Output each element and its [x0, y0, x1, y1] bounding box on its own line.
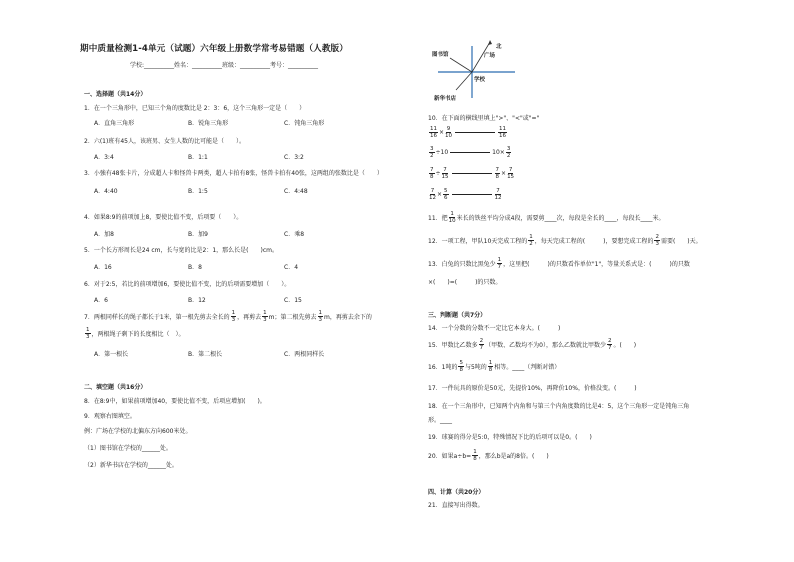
q7-option-b: B．第二根长 — [188, 351, 223, 358]
q20-den: 8 — [473, 456, 477, 462]
r3-c-den: 8 — [495, 174, 500, 180]
q3-option-a: A．4:40 — [94, 188, 118, 195]
question-19: 19．球赛的得分是5:0，特殊情况下比的后项可以是0。( ) — [428, 434, 592, 441]
r4-c-den: 12 — [494, 195, 502, 201]
q16-f1-den: 8 — [459, 367, 463, 373]
student-info-line: 学校:__________姓名：__________班级：__________考号：__________ — [130, 62, 319, 69]
q1-option-b: B．锐角三角形 — [188, 120, 229, 127]
q6-option-b: B．12 — [188, 297, 206, 304]
q11-text-b: 米长的铁丝平均分成4段，需要剪____次，每段是全长的____，每段长____米。 — [456, 215, 665, 222]
q7-frac1-den: 3 — [231, 317, 236, 323]
question-9: 9．观察右图填空。 — [84, 413, 136, 420]
q4-option-a: A．加8 — [94, 231, 114, 238]
r4-b-num: 5 — [444, 188, 448, 194]
r3-b-den: 15 — [441, 174, 449, 180]
r2-op2: 10× — [492, 149, 505, 156]
q20-num: 1 — [473, 449, 477, 455]
r3-b-num: 7 — [443, 167, 447, 173]
q12-text-b: ，每天完成工程的( )，要想完成工程的 — [534, 238, 654, 245]
q7-frac2-den: 3 — [263, 317, 267, 323]
q5-option-a: A．16 — [94, 264, 112, 271]
r4-blank[interactable] — [452, 194, 492, 195]
map-label-square: 广场 — [484, 53, 496, 59]
q16-fraction-1 — [458, 360, 464, 373]
q11-text-a: 11．把 — [428, 215, 448, 222]
page-title: 期中质量检测1-4单元（试题）六年级上册数学常考易错题（人教版） — [80, 44, 348, 54]
section-calc-title: 四、计算（共20分） — [428, 489, 485, 496]
r3-d — [507, 167, 514, 180]
q13-text-a: 13．白兔的只数比黑兔少 — [428, 261, 496, 268]
q6-option-c: C．15 — [284, 297, 302, 304]
r2-a — [429, 146, 435, 159]
question-16 — [428, 360, 560, 373]
q15-f2-den: 7 — [607, 345, 612, 351]
r1-a-num: 11 — [430, 126, 437, 132]
r3-a — [429, 167, 435, 180]
question-15 — [428, 338, 636, 351]
q12-fraction-1 — [528, 234, 534, 247]
q15-text-a: 15．甲数比乙数多 — [428, 342, 478, 349]
q15-f1-den: 7 — [479, 345, 484, 351]
r4-a-num: 7 — [430, 188, 435, 194]
question-7 — [84, 310, 372, 323]
q16-text-b: 与5吨的 — [464, 364, 487, 371]
r2-blank[interactable] — [450, 152, 490, 153]
question-14: 14．一个分数的分数不一定比它本身大。( ) — [428, 325, 561, 332]
q7-fraction-4 — [85, 327, 91, 340]
q7-text-a: 7．两根同样长的绳子都长于1米，第一根先剪去全长的 — [84, 314, 230, 321]
r4-b-den: 6 — [444, 195, 448, 201]
q16-text-a: 16．1吨的 — [428, 364, 458, 371]
r4-c-num: 7 — [496, 188, 500, 194]
q7-frac2-num: 1 — [263, 310, 267, 316]
q7-frac4-num: 1 — [86, 327, 90, 333]
q10-row-3 — [428, 167, 515, 180]
q15-text-c: 。( ) — [613, 342, 637, 349]
r2-op: ÷10 — [435, 149, 449, 156]
q12-f2-num: 2 — [655, 234, 659, 240]
r4-a — [429, 188, 436, 201]
q7-text-e: ，两根绳子剩下的长度相比（ ）。 — [91, 331, 185, 338]
q15-fraction-2 — [607, 338, 613, 351]
q13-fraction — [497, 257, 503, 270]
q6-option-a: A．6 — [94, 297, 108, 304]
q1-option-c: C．钝角三角形 — [284, 120, 325, 127]
r4-c — [495, 188, 502, 201]
q4-option-b: B．加9 — [188, 231, 208, 238]
r1-blank[interactable] — [455, 132, 495, 133]
r4-op: × — [437, 191, 443, 198]
q15-fraction-1 — [479, 338, 485, 351]
question-1: 1．在一个三角形中，已知三个角的度数比是 2：3：6，这个三角形一定是（ ） — [84, 105, 306, 112]
direction-map — [430, 38, 520, 104]
q7-option-a: A．第一根长 — [94, 351, 129, 358]
q20-text-a: 20．如果a÷b= — [428, 453, 472, 460]
question-8: 8．在8:9中，如果前项增加40，要使比值不变，后项应增加( )。 — [84, 398, 266, 405]
q12-fraction-2 — [654, 234, 660, 247]
r4-a-den: 12 — [429, 195, 436, 201]
q16-text-c: 相等。____（判断对错） — [494, 364, 561, 371]
q15-text-b: （甲数、乙数均不为0），那么乙数就比甲数少 — [485, 342, 606, 349]
r2-c-num: 3 — [506, 146, 511, 152]
q13-text-b: ，这里把( )的只数看作单位"1"，等量关系式是：( )的只数 — [503, 261, 690, 268]
map-label-north: 北 — [496, 44, 502, 50]
q13-den: 7 — [497, 264, 502, 270]
r1-b — [445, 126, 452, 139]
q2-option-b: B．1:1 — [188, 154, 208, 161]
q3-option-c: C．4:48 — [284, 188, 308, 195]
q12-text-c: 需要( )天。 — [660, 238, 702, 245]
q16-f2-num: 1 — [488, 360, 493, 366]
r3-op: ÷ — [435, 170, 441, 177]
section-choice-title: 一、选择题（共14分） — [84, 91, 147, 98]
q18-line2: 形。____ — [428, 417, 453, 424]
question-2: 2．六(1)班有45人，该班男、女生人数的比可能是（ ）。 — [84, 138, 245, 145]
q10-row-4 — [428, 188, 503, 201]
q7-text-d: m，再剪去余下的 — [324, 314, 372, 321]
q4-option-c: C．乘8 — [284, 231, 305, 238]
r1-c — [498, 126, 507, 139]
r2-c-den: 2 — [506, 153, 511, 159]
r2-c — [506, 146, 512, 159]
q11-num: 1 — [450, 211, 454, 217]
map-label-school: 学校 — [474, 77, 486, 83]
question-21: 21．直接写出得数。 — [428, 502, 484, 509]
q9-part-1: （1）图书馆在学校的______处。 — [84, 445, 172, 452]
q3-option-b: B．1:5 — [188, 188, 208, 195]
question-6: 6．对于2:5，若比的前项增加6，要使比值不变，比的后项需要增加（ ）。 — [84, 281, 291, 288]
q12-f2-den: 3 — [655, 241, 659, 247]
r1-a-den: 16 — [430, 133, 437, 139]
r1-c-num: 11 — [499, 126, 507, 132]
q11-fraction — [449, 211, 456, 224]
map-label-bookstore: 新华书店 — [434, 96, 457, 102]
r1-c-den: 16 — [499, 133, 507, 139]
q16-fraction-2 — [488, 360, 494, 373]
map-label-library: 图书馆 — [432, 52, 449, 58]
q5-option-c: C．4 — [284, 264, 299, 271]
r3-c — [495, 167, 501, 180]
q11-den: 10 — [448, 218, 456, 224]
q2-option-a: A．3:4 — [94, 154, 114, 161]
q20-text-b: ，那么b是a的8倍。( ) — [478, 453, 549, 460]
q15-f2-num: 2 — [607, 338, 612, 344]
q16-f1-num: 5 — [459, 360, 463, 366]
question-12 — [428, 234, 702, 247]
r3-op2: × — [501, 170, 507, 177]
q7-frac3-den: 3 — [318, 317, 323, 323]
question-13 — [428, 257, 690, 270]
question-10: 10．在下面的横线里填上">"、"<"或"=" — [428, 115, 540, 122]
section-fill-title: 二、填空题（共16分） — [84, 384, 147, 391]
r1-a — [429, 126, 438, 139]
q13-line2: ×( )=( )的只数。 — [428, 279, 502, 286]
r2-a-den: 2 — [430, 153, 434, 159]
q7-fraction-2 — [262, 310, 268, 323]
q1-option-a: A．直角三角形 — [94, 120, 135, 127]
r2-a-num: 3 — [430, 146, 434, 152]
question-11 — [428, 211, 664, 224]
q16-f2-den: 8 — [488, 367, 493, 373]
question-3: 3．小強有48张卡片，分成超人卡和怪兽卡两类，超人卡拍有8张，怪兽卡拍有40张，这两组的张数比是（ ） — [84, 170, 383, 177]
q7-fraction-3 — [318, 310, 324, 323]
question-7-line2 — [84, 327, 185, 340]
q9-part-2: （2）新华书店在学校的______处。 — [84, 462, 178, 469]
q10-row-1 — [428, 126, 508, 139]
r3-c-num: 7 — [495, 167, 500, 173]
q12-f1-num: 1 — [529, 234, 533, 240]
question-18: 18．在一个三角形中，已知两个内角和与第三个内角度数的比是4：5，这个三角形一定是钝角三角 — [428, 403, 690, 410]
question-4: 4．如果8:9的前项加上8，要使比值不变，后项要（ ）。 — [84, 214, 243, 221]
r1-b-num: 9 — [446, 126, 451, 132]
question-5: 5．一个长方形周长是24 cm，长与宽的比是2：1，那么长是( )cm。 — [84, 247, 278, 254]
q5-option-b: B．8 — [188, 264, 202, 271]
r3-b — [442, 167, 449, 180]
q12-text-a: 12．一项工程，甲队10天完成工程的 — [428, 238, 528, 245]
q20-fraction — [472, 449, 478, 462]
r3-blank[interactable] — [452, 173, 492, 174]
question-20 — [428, 449, 549, 462]
q7-frac4-den: 3 — [86, 334, 90, 340]
q7-frac3-num: 1 — [318, 310, 323, 316]
q12-f1-den: 2 — [529, 241, 533, 247]
r3-d-num: 7 — [508, 167, 513, 173]
q2-option-c: C．3:2 — [284, 154, 304, 161]
section-judge-title: 三、判断题（共7分） — [428, 312, 487, 319]
r1-b-den: 10 — [445, 133, 453, 139]
q7-text-c: m；第二根先剪去 — [268, 314, 317, 321]
r4-b — [443, 188, 449, 201]
r1-op: × — [439, 129, 445, 136]
q7-text-b: ，再剪去 — [237, 314, 262, 321]
q9-example: 例：广场在学校的北偏东方向600米处。 — [84, 428, 192, 435]
q15-f1-num: 2 — [479, 338, 484, 344]
q7-option-c: C．两根同样长 — [284, 351, 325, 358]
q7-frac1-num: 1 — [231, 310, 236, 316]
r3-d-den: 15 — [507, 174, 515, 180]
q7-fraction-1 — [231, 310, 237, 323]
q13-num: 1 — [497, 257, 502, 263]
r3-a-den: 8 — [430, 174, 434, 180]
q10-row-2 — [428, 146, 512, 159]
question-17: 17．一件玩具的原价是50元，先提价10%，再降价10%，价格没变。( ) — [428, 385, 637, 392]
r3-a-num: 7 — [430, 167, 434, 173]
